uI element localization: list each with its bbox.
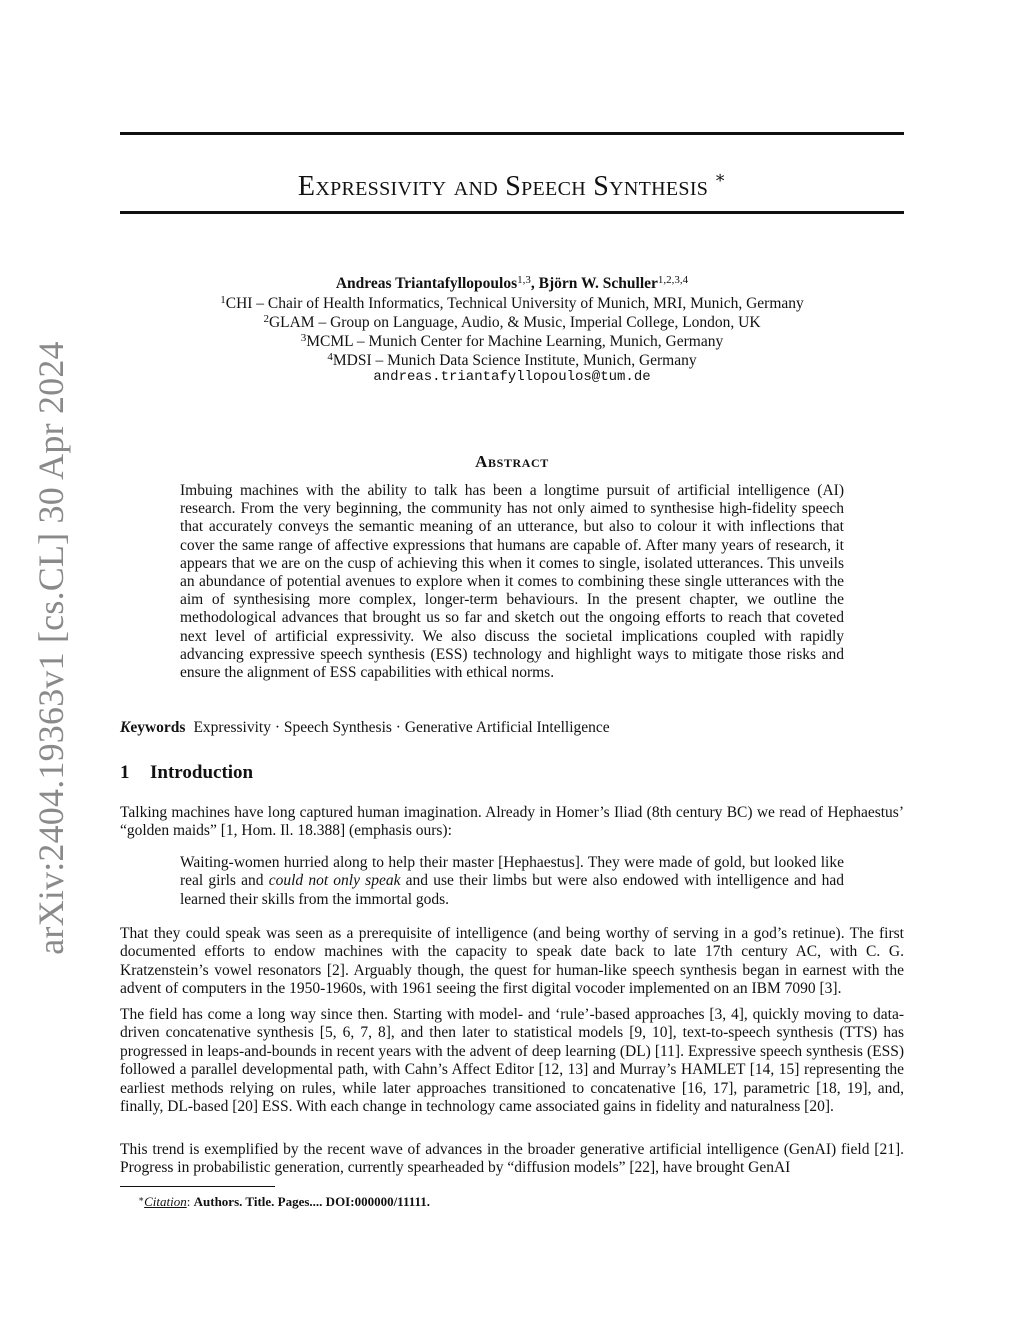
author-name: Björn W. Schuller [538,275,658,292]
author-list [120,271,904,293]
block-quote [180,854,844,909]
author-separator: , [530,275,539,292]
affiliation-text: GLAM – Group on Language, Audio, & Music, Imperial College, London, UK [268,314,761,331]
section-number: 1 [120,762,130,783]
affiliation [120,348,904,370]
keywords-label [120,719,185,736]
title-rule-bottom [120,211,904,214]
section-title: Introduction [150,762,254,783]
body-paragraph: That they could speak was seen as a prerequisite of intelligence (and being worthy of serving in a god’s retinue). The first documented efforts to endow machines with the capacity to speak date back to late 17th century AC, with C. G. Kratzenstein’s vowel resonators [2]. Arguably though, the quest for human-like speech synthesis began in earnest with the advent of computers in the 1950-1960s, with 1961 seeing the first digital vocoder implemented on an IBM 7090 [3]. [120,925,904,998]
section-heading-introduction [120,762,904,784]
author-affil-sup: 1,3 [517,274,531,286]
abstract-body: Imbuing machines with the ability to talk has been a longtime pursuit of artificial intelligence (AI) research. From the very beginning, the community has not only aimed to synthesise high-fidelity speech that accurately conveys the semantic meaning of an utterance, but also to colour it with inflections that cover the same range of affective expressions that humans are capable of. After many years of research, it appears that we are on the cusp of achieving this when it comes to single, isolated utterances. This unveils an abundance of potential avenues to explore when it comes to combining these single utterances with the aim of synthesising more complex, longer-term behaviours. In the present chapter, we outline the methodological advances that brought us so far and sketch out the ongoing efforts to reach that coveted next level of artificial expressivity. We also discuss the societal implications coupled with rapidly advancing expressive speech synthesis (ESS) technology and highlight ways to mitigate those risks and ensure the alignment of ESS capabilities with ethical norms. [180,482,844,682]
affiliation-text: MCML – Munich Center for Machine Learning, Munich, Germany [306,333,724,350]
quote-text: Waiting-women hurried along to help their master [Hephaestus]. They were made of gold, but looked like real girls and [180,854,844,890]
author-email[interactable]: andreas.triantafyllopoulos@tum.de [373,369,651,385]
author-name: Andreas Triantafyllopoulos [335,275,518,292]
keywords-label-rest: eywords [130,719,186,736]
affiliation-sup: 2 [263,313,269,325]
body-paragraph: This trend is exemplified by the recent wave of advances in the broader generative artificial intelligence (GenAI) field [21]. Progress in probabilistic generation, currently spearheaded by “diffusion models” [22], have brought GenAI [120,1141,904,1177]
footnote-citation-label: Citation [144,1194,187,1209]
footnote-text: Authors. Title. Pages.... DOI:000000/11111. [193,1194,431,1209]
footnote-mark: ∗ [138,1194,145,1204]
keywords-label-initial: K [120,719,131,736]
quote-text: and use their limbs but were also endowed with intelligence and had learned their skills from the immortal gods. [180,872,844,908]
affiliation-sup: 3 [300,332,307,344]
affiliation-sup: 4 [327,351,333,363]
footnote-colon: : [186,1194,194,1209]
keywords-text: Expressivity · Speech Synthesis · Generative Artificial Intelligence [193,719,610,736]
abstract-heading: Abstract [475,452,549,471]
body-paragraph: The field has come a long way since then. Starting with model- and ‘rule’-based approaches [3, 4], quickly moving to data-driven concatenative synthesis [5, 6, 7, 8], and then later to statistical models [9, 10], text-to-speech synthesis (TTS) has progressed in leaps-and-bounds in recent years with the advent of deep learning (DL) [11]. Expressive speech synthesis (ESS) followed a parallel developmental path, with Cahn’s Affect Editor [12, 13] and Murray’s HAMLET [14, 15] representing the earliest methods relying on rules, while later approaches transitioned to concatenative [16, 17], parametric [18, 19], and, finally, DL-based [20] ESS. With each change in technology came associated gains in fidelity and naturalness [20]. [120,1006,904,1116]
affiliation-text: MDSI – Munich Data Science Institute, Munich, Germany [332,352,697,369]
paper-title [120,160,904,205]
body-paragraph: Talking machines have long captured human imagination. Already in Homer’s Iliad (8th century BC) we read of Hephaestus’ “golden maids” [1, Hom. Il. 18.388] (emphasis ours): [120,804,904,840]
arxiv-id-text: arXiv:2404.19363v1 [cs.CL] 30 Apr 2024 [31,341,71,955]
affiliation-text: CHI – Chair of Health Informatics, Technical University of Munich, MRI, Munich, Germany [225,295,804,312]
footnote-rule [120,1186,275,1187]
paper-title-text: Expressivity and Speech Synthesis [297,171,709,202]
affiliation-sup: 1 [220,294,226,306]
keywords [120,718,904,737]
quote-emphasis: could not only speak [268,872,401,890]
footnote [138,1191,898,1210]
author-affil-sup: 1,2,3,4 [657,274,689,286]
title-rule-top [120,132,904,135]
title-footnote-mark: ∗ [714,168,727,187]
